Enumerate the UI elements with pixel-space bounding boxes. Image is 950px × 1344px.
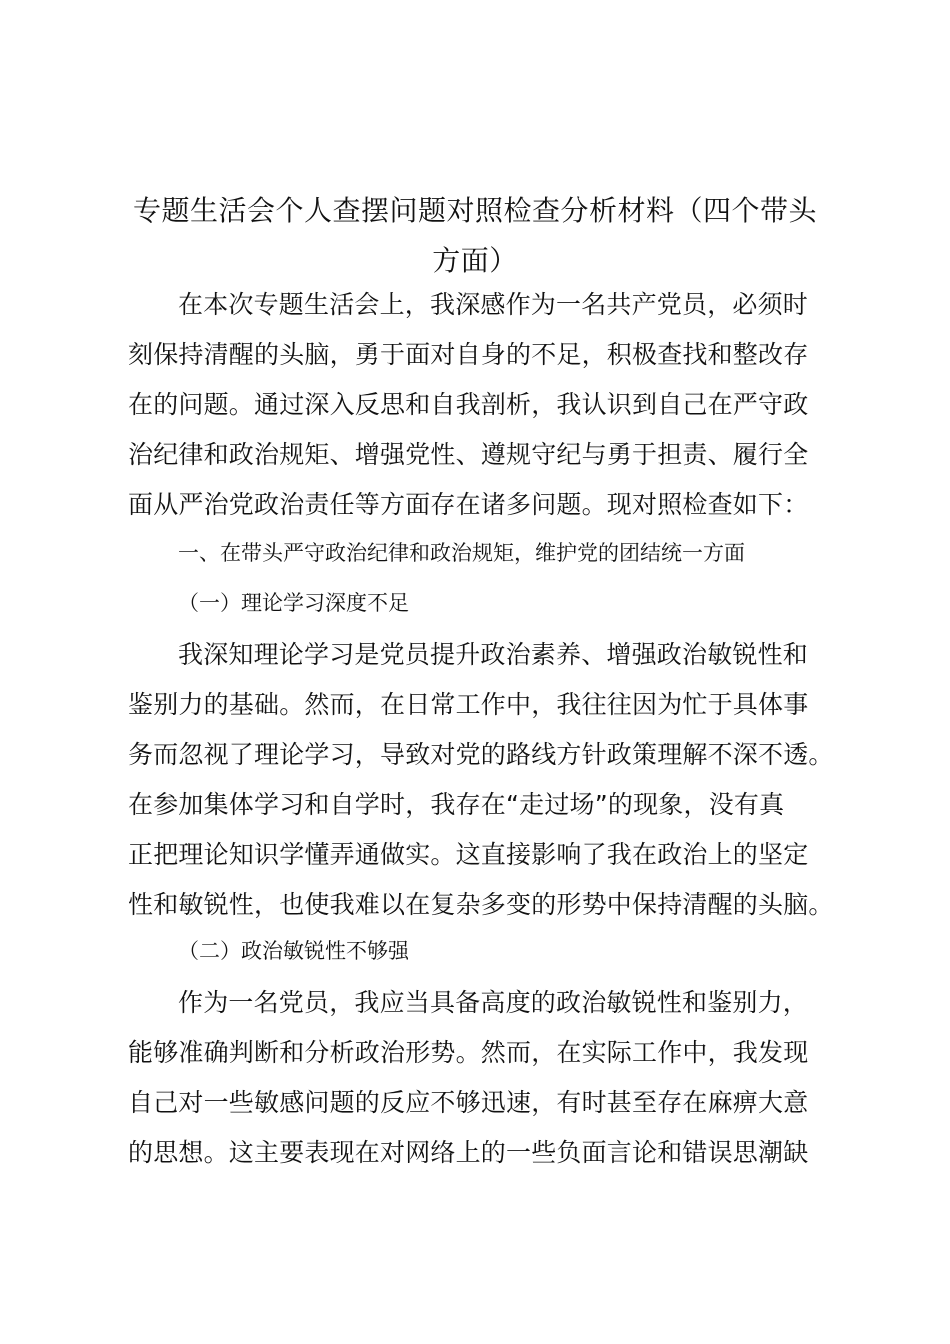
intro-paragraph (128, 280, 840, 530)
subsection-1-paragraph (128, 630, 840, 930)
paragraph-line: 自己对一些敏感问题的反应不够迅速，有时甚至存在麻痹大意 (128, 1088, 809, 1117)
document-title (110, 186, 840, 286)
subsection-2-heading: （二）政治敏锐性不够强 (178, 939, 409, 963)
section-1-heading: 一、在带头严守政治纪律和政治规矩，维护党的团结统一方面 (178, 541, 745, 565)
paragraph-line: 能够准确判断和分析政治形势。然而，在实际工作中，我发现 (128, 1038, 809, 1067)
subsection-2-paragraph (128, 978, 840, 1178)
subsection-1-heading: （一）理论学习深度不足 (178, 591, 409, 615)
paragraph-line: 在参加集体学习和自学时，我存在“走过场”的现象，没有真 (128, 790, 785, 819)
paragraph-line: 务而忽视了理论学习，导致对党的路线方针政策理解不深不透。 (128, 740, 834, 769)
title-line-1: 专题生活会个人查摆问题对照检查分析材料（四个带头 (132, 194, 817, 227)
intro-line: 面从严治党政治责任等方面存在诸多问题。现对照检查如下： (128, 490, 809, 519)
intro-line: 治纪律和政治规矩、增强党性、遵规守纪与勇于担责、履行全 (128, 440, 809, 469)
intro-line: 刻保持清醒的头脑，勇于面对自身的不足，积极查找和整改存 (128, 340, 809, 369)
paragraph-line: 性和敏锐性，也使我难以在复杂多变的形势中保持清醒的头脑。 (128, 890, 834, 919)
paragraph-line: 作为一名党员，我应当具备高度的政治敏锐性和鉴别力， (178, 988, 809, 1017)
intro-line: 在本次专题生活会上，我深感作为一名共产党员，必须时 (178, 290, 809, 319)
paragraph-line: 正把理论知识学懂弄通做实。这直接影响了我在政治上的坚定 (128, 840, 809, 869)
paragraph-line: 我深知理论学习是党员提升政治素养、增强政治敏锐性和 (178, 640, 809, 669)
paragraph-line: 鉴别力的基础。然而，在日常工作中，我往往因为忙于具体事 (128, 690, 809, 719)
paragraph-line: 的思想。这主要表现在对网络上的一些负面言论和错误思潮缺 (128, 1138, 809, 1167)
intro-line: 在的问题。通过深入反思和自我剖析，我认识到自己在严守政 (128, 390, 809, 419)
title-line-2: 方面） (432, 244, 518, 277)
